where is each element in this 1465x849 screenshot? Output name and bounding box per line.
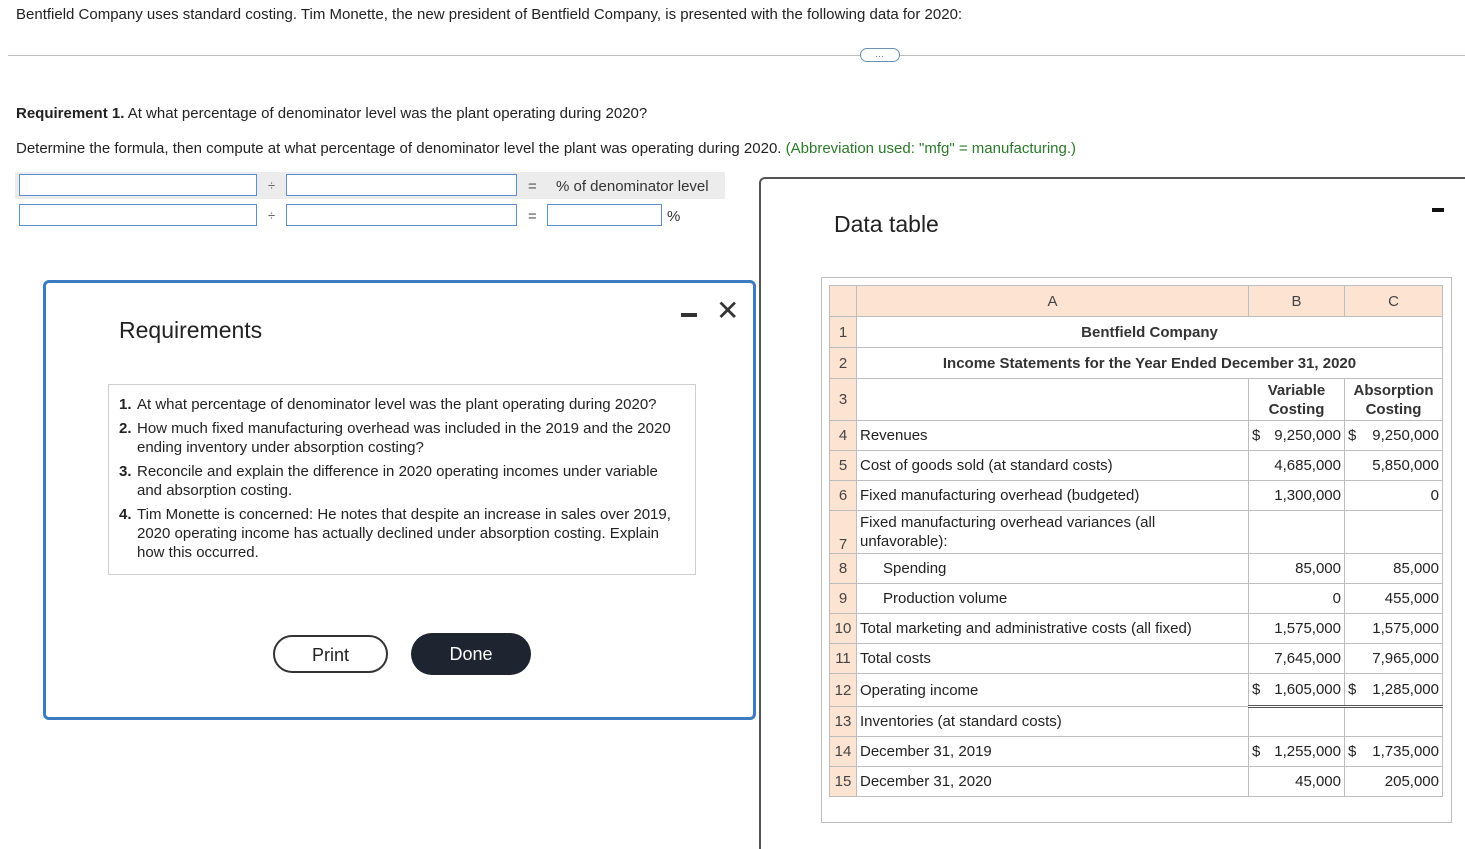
row-number: 10 — [830, 614, 857, 644]
result-percent-input[interactable] — [547, 204, 662, 226]
absorption-value — [1345, 674, 1443, 707]
divider — [8, 55, 1465, 56]
item-text: Tim Monette is concerned: He notes that despite an increase in sales over 2019, 2020 operating income has actually declined under absorption costing. Explain how this occurred. — [137, 506, 671, 561]
requirements-list — [108, 384, 696, 575]
absorption-value: 1,575,000 — [1345, 614, 1443, 644]
print-button[interactable]: Print — [273, 635, 388, 673]
variable-value: 1,575,000 — [1249, 614, 1345, 644]
company-name: Bentfield Company — [857, 317, 1443, 348]
amount: 1,735,000 — [1372, 743, 1439, 760]
variable-value: 4,685,000 — [1249, 451, 1345, 481]
label-line: unfavorable): — [860, 533, 948, 550]
row-label: Total costs — [857, 644, 1249, 674]
variable-value: 1,300,000 — [1249, 481, 1345, 511]
currency: $ — [1348, 427, 1357, 444]
row-number: 1 — [830, 317, 857, 348]
column-header: A — [857, 286, 1249, 317]
header-line: Absorption — [1353, 381, 1434, 399]
absorption-costing-header — [1345, 379, 1443, 421]
item-text: Reconcile and explain the difference in 2020 operating incomes under variable and absorption costing. — [137, 463, 658, 499]
table-row — [830, 584, 1443, 614]
absorption-value: 0 — [1345, 481, 1443, 511]
equals-symbol: = — [528, 208, 537, 225]
table-row — [830, 737, 1443, 767]
cell — [857, 379, 1249, 421]
item-number: 3. — [119, 463, 132, 480]
variable-value — [1249, 674, 1345, 707]
table-row — [830, 614, 1443, 644]
instruction-text: Determine the formula, then compute at what percentage of denominator level the plant was operating during 2020. — [16, 140, 782, 157]
row-number: 14 — [830, 737, 857, 767]
variable-value: 0 — [1249, 584, 1345, 614]
formula-denominator-label-input[interactable] — [286, 174, 517, 196]
percent-sign: % — [667, 208, 681, 225]
formula-numerator-value-input[interactable] — [19, 204, 257, 226]
variable-value: 7,645,000 — [1249, 644, 1345, 674]
row-number: 9 — [830, 584, 857, 614]
requirement-text: At what percentage of denominator level was the plant operating during 2020? — [124, 105, 648, 122]
column-header: B — [1249, 286, 1345, 317]
amount: 9,250,000 — [1274, 427, 1341, 444]
item-text: At what percentage of denominator level was the plant operating during 2020? — [137, 396, 657, 413]
cell — [1345, 707, 1443, 737]
data-table-title: Data table — [834, 211, 939, 237]
column-header: C — [1345, 286, 1443, 317]
minimize-icon[interactable] — [681, 313, 697, 317]
row-number: 2 — [830, 348, 857, 379]
divide-symbol: ÷ — [268, 178, 276, 193]
table-row — [830, 674, 1443, 707]
currency: $ — [1348, 743, 1357, 760]
instruction — [16, 140, 1076, 157]
header-line: Costing — [1365, 400, 1422, 418]
list-item — [119, 505, 681, 562]
currency: $ — [1252, 427, 1261, 444]
row-number: 8 — [830, 554, 857, 584]
row-label: December 31, 2020 — [857, 767, 1249, 797]
variable-value — [1249, 421, 1345, 451]
header-line: Costing — [1268, 400, 1325, 418]
table-row — [830, 511, 1443, 554]
variable-costing-header — [1249, 379, 1345, 421]
minimize-icon[interactable] — [1432, 208, 1444, 212]
requirements-dialog — [43, 280, 756, 720]
table-row — [830, 421, 1443, 451]
equals-symbol: = — [528, 178, 537, 195]
close-icon[interactable]: ✕ — [716, 295, 740, 326]
row-label: Production volume — [857, 584, 1249, 614]
intro-text: Bentfield Company uses standard costing. Tim Monette, the new president of Bentfield Company, is presented with the following data for 2020: — [16, 6, 963, 23]
cell — [1249, 707, 1345, 737]
row-number: 12 — [830, 674, 857, 707]
done-button[interactable]: Done — [411, 633, 531, 675]
currency: $ — [1252, 681, 1261, 698]
table-row — [830, 379, 1443, 421]
result-label: % of denominator level — [556, 178, 709, 195]
header-line: Variable — [1267, 381, 1326, 399]
row-label: Inventories (at standard costs) — [857, 707, 1249, 737]
currency: $ — [1252, 743, 1261, 760]
amount: 1,255,000 — [1274, 743, 1341, 760]
list-item — [119, 395, 681, 414]
row-label: Spending — [857, 554, 1249, 584]
cell — [1249, 511, 1345, 554]
absorption-value — [1345, 421, 1443, 451]
table-row — [830, 348, 1443, 379]
amount: 1,605,000 — [1274, 681, 1341, 698]
row-number: 13 — [830, 707, 857, 737]
statement-title: Income Statements for the Year Ended December 31, 2020 — [857, 348, 1443, 379]
variable-value — [1249, 737, 1345, 767]
data-sheet — [829, 285, 1443, 797]
row-number: 5 — [830, 451, 857, 481]
row-number: 15 — [830, 767, 857, 797]
amount: 1,285,000 — [1372, 681, 1439, 698]
absorption-value: 85,000 — [1345, 554, 1443, 584]
table-row — [830, 767, 1443, 797]
expand-button[interactable]: … — [860, 48, 900, 62]
variable-value: 85,000 — [1249, 554, 1345, 584]
row-number: 6 — [830, 481, 857, 511]
column-header-row — [830, 286, 1443, 317]
row-label: December 31, 2019 — [857, 737, 1249, 767]
formula-denominator-value-input[interactable] — [286, 204, 517, 226]
table-row — [830, 451, 1443, 481]
table-row — [830, 481, 1443, 511]
corner-cell — [830, 286, 857, 317]
row-number: 7 — [830, 511, 857, 554]
table-row — [830, 644, 1443, 674]
absorption-value: 205,000 — [1345, 767, 1443, 797]
row-label: Cost of goods sold (at standard costs) — [857, 451, 1249, 481]
item-number: 1. — [119, 396, 132, 413]
row-number: 11 — [830, 644, 857, 674]
table-row — [830, 707, 1443, 737]
row-label: Operating income — [857, 674, 1249, 707]
row-number: 3 — [830, 379, 857, 421]
amount: 9,250,000 — [1372, 427, 1439, 444]
label-line: Fixed manufacturing overhead variances (all — [860, 514, 1156, 531]
divide-symbol: ÷ — [268, 208, 276, 223]
variable-value: 45,000 — [1249, 767, 1345, 797]
row-label — [857, 511, 1249, 554]
currency: $ — [1348, 681, 1357, 698]
row-label: Revenues — [857, 421, 1249, 451]
absorption-value — [1345, 737, 1443, 767]
row-number: 4 — [830, 421, 857, 451]
table-row — [830, 317, 1443, 348]
requirement-heading — [16, 105, 647, 122]
absorption-value: 455,000 — [1345, 584, 1443, 614]
absorption-value: 7,965,000 — [1345, 644, 1443, 674]
requirement-label: Requirement 1. — [16, 105, 125, 122]
formula-numerator-label-input[interactable] — [19, 174, 257, 196]
item-number: 4. — [119, 506, 132, 523]
list-item — [119, 419, 681, 457]
table-row — [830, 554, 1443, 584]
item-number: 2. — [119, 420, 132, 437]
list-item — [119, 462, 681, 500]
row-label: Total marketing and administrative costs (all fixed) — [857, 614, 1249, 644]
absorption-value: 5,850,000 — [1345, 451, 1443, 481]
row-label: Fixed manufacturing overhead (budgeted) — [857, 481, 1249, 511]
instruction-note: (Abbreviation used: "mfg" = manufacturing.) — [781, 140, 1077, 157]
cell — [1345, 511, 1443, 554]
item-text: How much fixed manufacturing overhead was included in the 2019 and the 2020 ending inventory under absorption costing? — [137, 420, 671, 456]
requirements-title: Requirements — [119, 317, 263, 343]
